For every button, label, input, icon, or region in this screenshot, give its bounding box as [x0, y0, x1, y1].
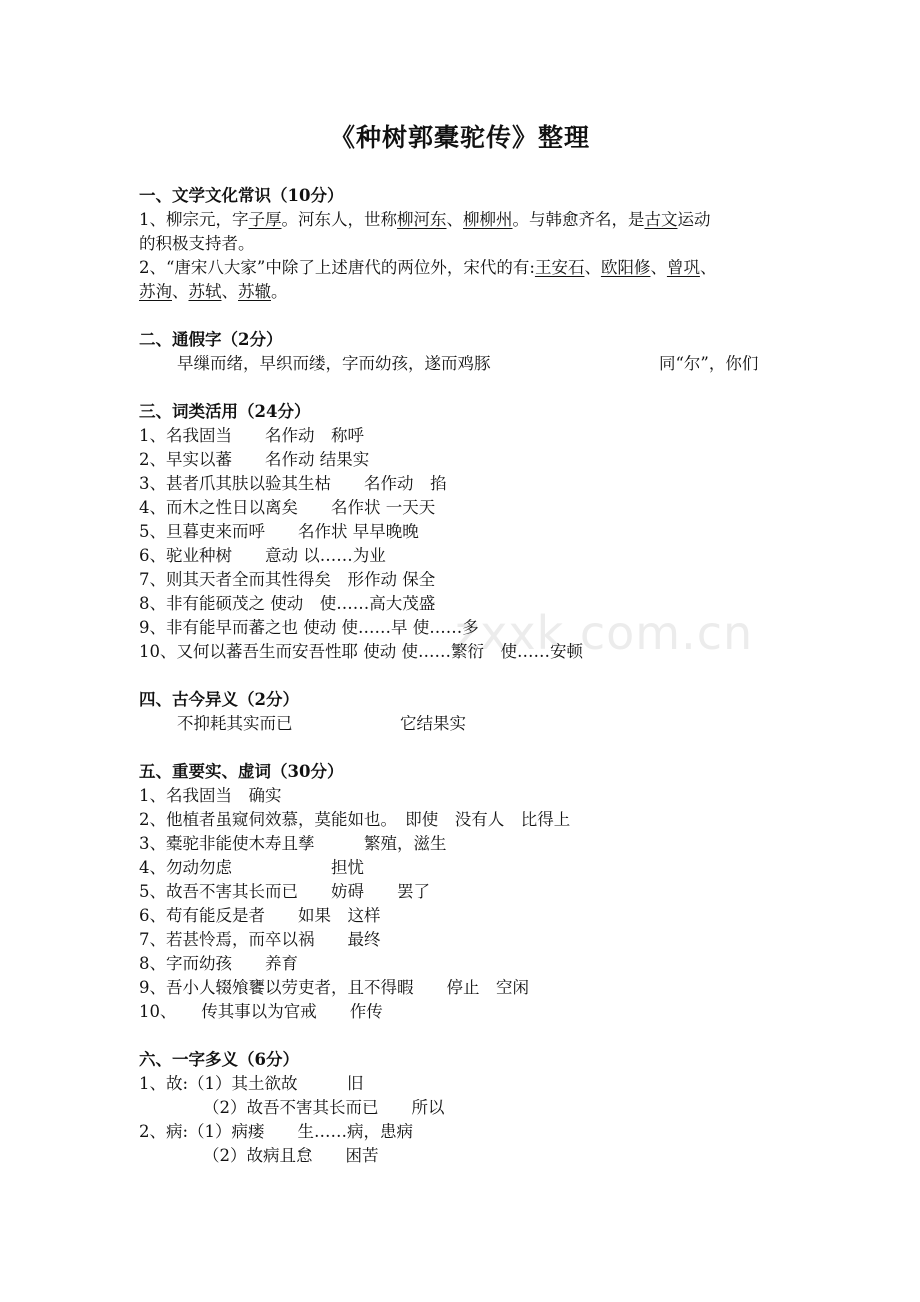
- list-item: 1、名我固当 确实: [139, 786, 282, 805]
- literature-line-2: 的积极支持者。: [139, 234, 255, 253]
- polysemy-line: （2）故吾不害其长而已 所以: [203, 1098, 445, 1117]
- section-heading-polysemy: 六、一字多义（6分）: [139, 1050, 299, 1069]
- list-item: 5、旦暮吏来而呼 名作状 早早晚晚: [139, 522, 419, 541]
- list-item: 7、若甚怜焉，而卒以祸 最终: [139, 930, 381, 949]
- section-heading-literature: 一、文学文化常识（10分）: [139, 186, 344, 205]
- list-item: 2、早实以蕃 名作动 结果实: [139, 450, 370, 469]
- answer-courtesy-name: 子厚: [248, 210, 282, 229]
- list-item: 4、勿动勿虑 担忧: [139, 858, 364, 877]
- polysemy-line: 2、病:（1）病瘘 生……病，患病: [139, 1122, 414, 1141]
- answer-author: 曾巩: [666, 258, 700, 277]
- text: 、: [221, 282, 238, 301]
- document-body: [139, 184, 799, 1168]
- spacer: [139, 1024, 799, 1048]
- literature-line-3: [139, 256, 799, 280]
- text: 、: [446, 210, 463, 229]
- section-heading-key-words: 五、重要实、虚词（30分）: [139, 762, 344, 781]
- list-item: 4、而木之性日以离矣 名作状 一天天: [139, 498, 436, 517]
- list-item: 8、字而幼孩 养育: [139, 954, 298, 973]
- answer-author: 苏轼: [188, 282, 222, 301]
- list-item: 6、驼业种树 意动 以……为业: [139, 546, 386, 565]
- answer-author: 欧阳修: [600, 258, 651, 277]
- text: 、: [172, 282, 189, 301]
- list-item: 8、非有能硕茂之 使动 使……高大茂盛: [139, 594, 436, 613]
- answer-title-1: 柳河东: [397, 210, 447, 229]
- list-item: 3、甚者爪其肤以验其生枯 名作动 掐: [139, 474, 447, 493]
- answer-author: 苏洵: [139, 282, 172, 301]
- ancient-modern-note: 它结果实: [400, 714, 466, 733]
- polysemy-line: （2）故病且怠 困苦: [203, 1146, 379, 1165]
- answer-author: 苏辙: [238, 282, 271, 301]
- tongjia-note: 同“尔”，你们: [659, 354, 759, 373]
- text: 、: [584, 258, 601, 277]
- answer-author: 王安石: [534, 258, 585, 277]
- text: 运动: [677, 210, 711, 229]
- text: 、: [699, 258, 717, 277]
- literature-line-4: [139, 280, 799, 304]
- section-heading-word-class: 三、词类活用（24分）: [139, 402, 311, 421]
- list-item: 9、非有能早而蕃之也 使动 使……早 使……多: [139, 618, 479, 637]
- ancient-modern-text: 不抑耗其实而已: [177, 714, 293, 733]
- answer-movement: 古文: [644, 210, 678, 229]
- text: 2、“唐宋八大家”中除了上述唐代的两位外，宋代的有:: [139, 258, 535, 277]
- list-item: 10、 传其事以为官戒 作传: [139, 1002, 383, 1021]
- spacer: [139, 736, 799, 760]
- ancient-modern-line: [139, 712, 799, 736]
- tongjia-text: 早缫而绪，早织而缕，字而幼孩，遂而鸡豚: [177, 354, 491, 373]
- list-item: 3、橐驼非能使木寿且孳 繁殖，滋生: [139, 834, 447, 853]
- text: 1、柳宗元，字: [139, 210, 249, 229]
- spacer: [139, 304, 799, 328]
- list-item: 2、他植者虽窥伺效慕，莫能如也。 即使 没有人 比得上: [139, 810, 571, 829]
- list-item: 7、则其天者全而其性得矣 形作动 保全: [139, 570, 436, 589]
- document-title: 《种树郭橐驼传》整理: [329, 123, 590, 152]
- section-heading-tongjia: 二、通假字（2分）: [139, 330, 283, 349]
- list-item: 6、苟有能反是者 如果 这样: [139, 906, 381, 925]
- list-item: 5、故吾不害其长而已 妨碍 罢了: [139, 882, 430, 901]
- polysemy-line: 1、故:（1）其土欲故 旧: [139, 1074, 364, 1093]
- tongjia-line: [139, 352, 799, 376]
- list-item: 1、名我固当 名作动 称呼: [139, 426, 364, 445]
- text: 。河东人，世称: [281, 210, 397, 229]
- text: 。与韩愈齐名，是: [512, 210, 645, 229]
- text: 。: [271, 282, 288, 301]
- text: 、: [650, 258, 667, 277]
- spacer: [139, 664, 799, 688]
- watermark: zxxk.com.cn: [455, 606, 754, 660]
- list-item: 9、吾小人辍飧饔以劳吏者，且不得暇 停止 空闲: [139, 978, 529, 997]
- list-item: 10、又何以蕃吾生而安吾性耶 使动 使……繁衍 使……安顿: [139, 642, 583, 661]
- section-heading-ancient-modern: 四、古今异义（2分）: [139, 690, 299, 709]
- answer-title-2: 柳柳州: [463, 210, 513, 229]
- literature-line-1: [139, 208, 799, 232]
- spacer: [139, 376, 799, 400]
